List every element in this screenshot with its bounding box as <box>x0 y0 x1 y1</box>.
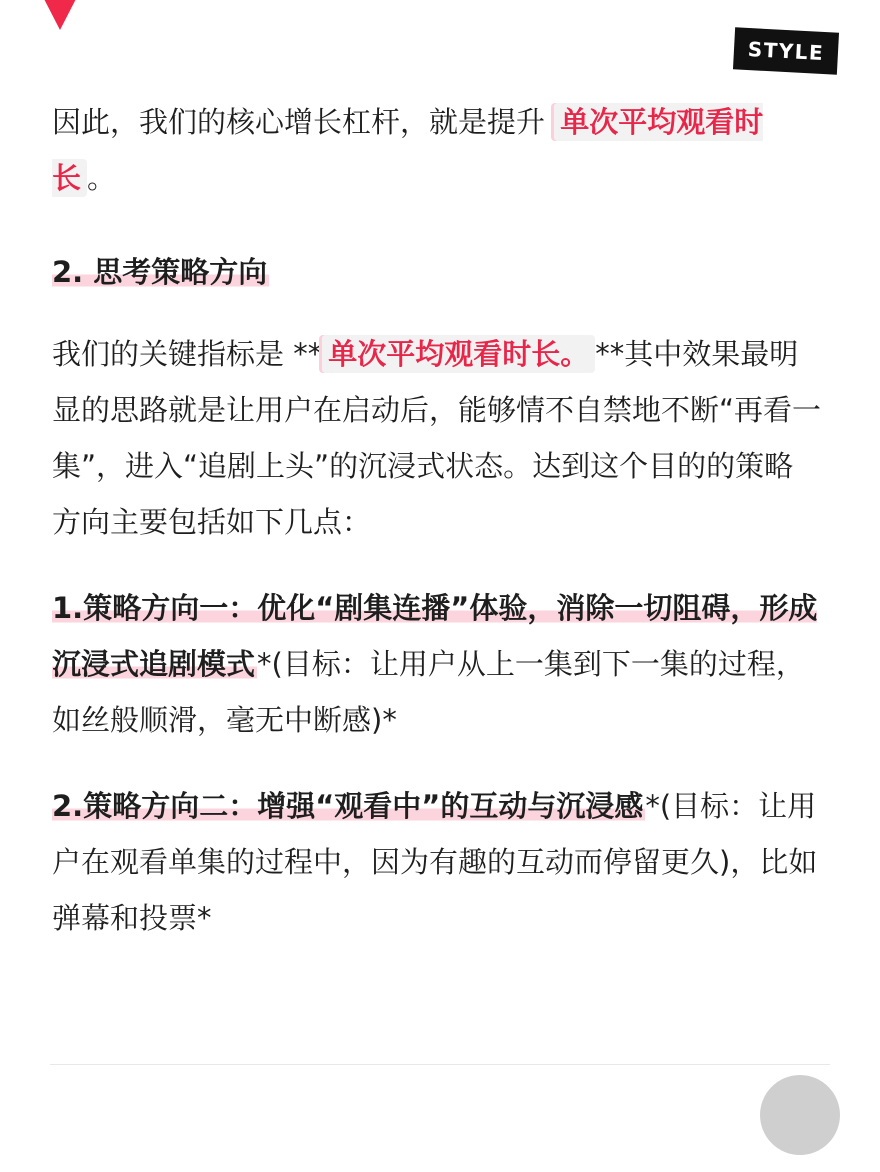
paragraph-core-lever <box>52 94 822 206</box>
strategy-item-1 <box>52 580 822 748</box>
paragraph-core-lever-text: 因此，我们的核心增长杠杆，就是提升 <box>52 105 555 139</box>
strategy-2-title: 2.策略方向二：增强“观看中”的互动与沉浸感 <box>52 789 644 823</box>
style-badge-label: STYLE <box>747 37 825 65</box>
paragraph-core-lever-tail: 。 <box>87 161 117 195</box>
floating-circle-button[interactable] <box>760 1075 840 1155</box>
section-heading <box>52 244 822 300</box>
keyword-key-metric: 单次平均观看时长。 <box>322 335 595 373</box>
footer-divider <box>50 1064 830 1065</box>
strategy-1-title: 1.策略方向一：优化“剧集连播”体验，消除一切阻碍，形成沉浸式追剧模式 <box>52 591 818 681</box>
corner-ribbon-mark <box>24 0 96 30</box>
section-heading-text: 2. 思考策略方向 <box>52 255 268 289</box>
paragraph-key-metric-lead: 我们的关键指标是 ** <box>52 337 323 371</box>
strategy-1-note: *(目标：让用户从上一集到下一集的过程，如丝般顺滑，毫无中断感)* <box>52 647 805 737</box>
paragraph-key-metric-rest: **其中效果最明显的思路就是让用户在启动后，能够情不自禁地不断“再看一集”，进入“追剧上头”的沉浸式状态。达到这个目的的策略方向主要包括如下几点： <box>52 337 822 539</box>
strategy-2-note: *(目标：让用户在观看单集的过程中，因为有趣的互动而停留更久)，比如弹幕和投票* <box>52 789 818 935</box>
article-body <box>52 94 822 946</box>
style-badge <box>733 27 839 74</box>
paragraph-key-metric <box>52 326 822 550</box>
strategy-item-2 <box>52 778 822 946</box>
keyword-avg-watch-time: 单次平均观看时长 <box>52 105 764 195</box>
